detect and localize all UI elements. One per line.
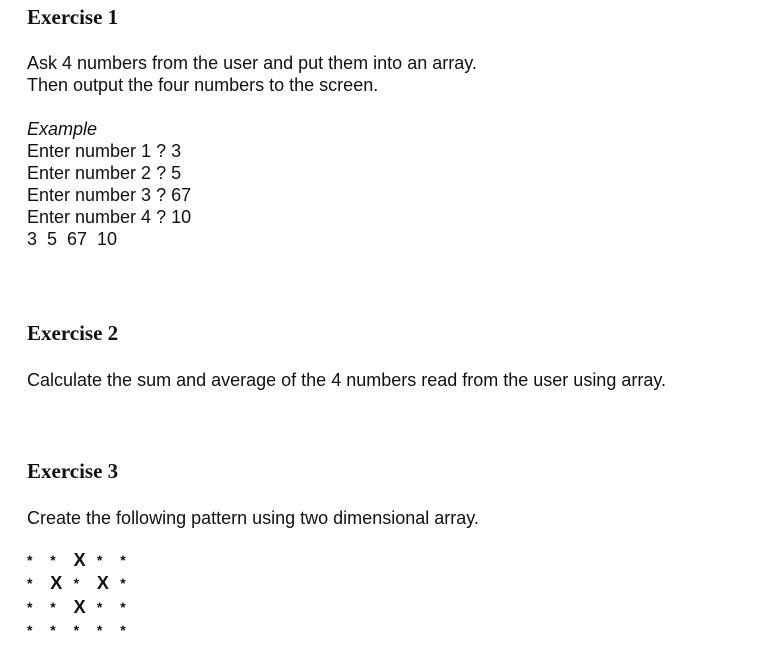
pattern-star-cell: *: [50, 598, 56, 615]
pattern-star-cell: *: [50, 621, 56, 638]
pattern-row: [27, 572, 143, 595]
pattern-star-cell: *: [27, 621, 33, 638]
pattern-star-cell: *: [50, 552, 56, 568]
pattern-row: [27, 596, 143, 619]
pattern-star-cell: *: [120, 598, 126, 615]
example-line-1: Enter number 1 ? 3: [27, 141, 182, 161]
pattern-star-cell: *: [73, 575, 80, 592]
pattern-star-cell: *: [120, 621, 126, 638]
pattern-x-cell: X: [96, 573, 109, 594]
pattern-star-cell: *: [96, 621, 103, 638]
exercise-3-heading: Exercise 3: [27, 459, 119, 483]
pattern-star-cell: *: [27, 598, 33, 615]
pattern-row: [27, 619, 143, 642]
exercise-1-heading: Exercise 1: [27, 5, 119, 29]
exercise-2-text: Calculate the sum and average of the 4 numbers read from the user using array.: [27, 370, 667, 390]
example-label: Example: [27, 119, 98, 139]
pattern-x-cell: X: [73, 550, 86, 570]
example-output-line: 3 5 67 10: [27, 229, 118, 249]
example-line-3: Enter number 3 ? 67: [27, 185, 192, 205]
pattern-star-cell: *: [27, 552, 33, 568]
pattern-row: [27, 549, 143, 572]
pattern-star-cell: *: [73, 621, 80, 638]
example-line-4: Enter number 4 ? 10: [27, 207, 192, 227]
exercise-3-text: Create the following pattern using two dimensional array.: [27, 508, 479, 528]
pattern-star-cell: *: [120, 552, 126, 568]
exercise-2-heading: Exercise 2: [27, 321, 119, 345]
pattern-star-cell: *: [27, 575, 33, 592]
pattern-star-cell: *: [96, 598, 103, 615]
pattern-star-cell: *: [120, 575, 126, 592]
pattern-x-cell: X: [73, 596, 86, 617]
example-line-2: Enter number 2 ? 5: [27, 163, 182, 183]
star-pattern: [27, 549, 143, 642]
pattern-x-cell: X: [50, 573, 63, 594]
pattern-star-cell: *: [96, 552, 103, 568]
exercise-1-text-line-2: Then output the four numbers to the screen.: [27, 75, 379, 95]
exercise-1-text-line-1: Ask 4 numbers from the user and put them into an array.: [27, 53, 477, 73]
